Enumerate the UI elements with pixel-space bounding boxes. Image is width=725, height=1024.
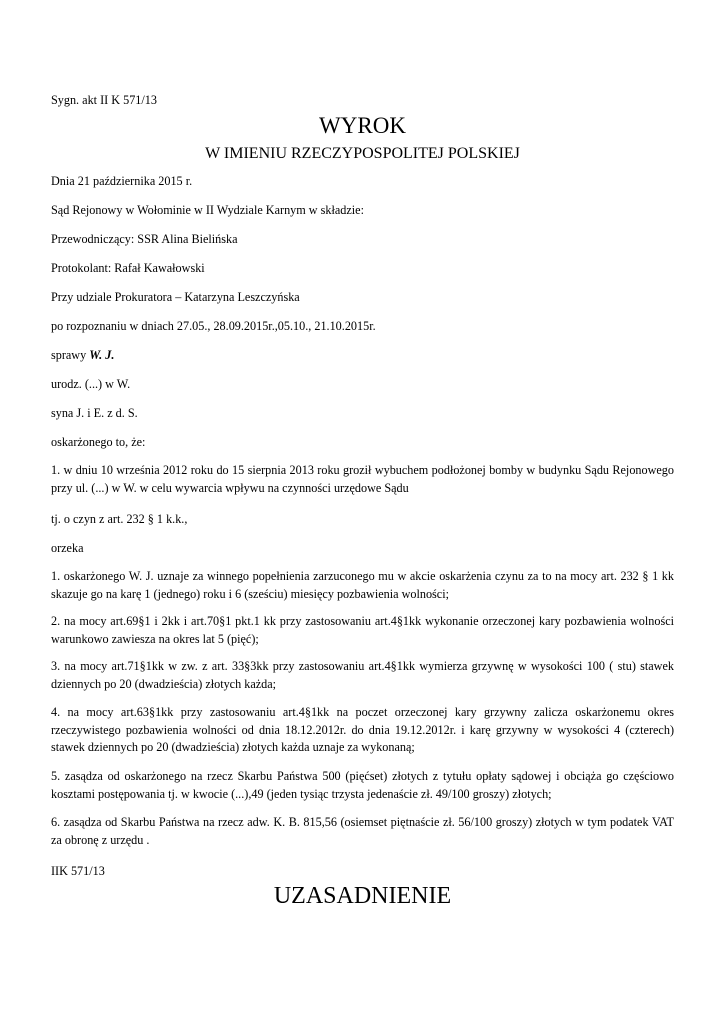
footer-signature: IIK 571/13 <box>51 864 105 878</box>
ruling-1: 1. oskarżonego W. J. uznaje za winnego popełnienia zarzuconego mu w akcie oskarżenia czynu za to na mocy art. 232 § 1 kk skazuje go na karę 1 (jednego) roku i 6 (sześciu) miesięcy pozbawienia wolności; <box>51 569 674 601</box>
case-line <box>51 347 674 363</box>
accused-line: oskarżonego to, że: <box>51 435 146 449</box>
qualification-line: tj. o czyn z art. 232 § 1 k.k., <box>51 512 188 526</box>
court-line: Sąd Rejonowy w Wołominie w II Wydziale Karnym w składzie: <box>51 203 364 217</box>
ruling-4: 4. na mocy art.63§1kk przy zastosowaniu art.4§1kk na poczet orzeczonej kary grzywny zalicza oskarżonemu okres rzeczywistego pozbawienia wolności od dnia 18.12.2012r. do dnia 19.12.2012r. i karę grzywny w wysokości 4 (czterech) stawek dziennych po 20 (dwadzieścia) złotych każda uznaje za wykonaną; <box>51 705 674 754</box>
verdict-subtitle: W IMIENIU RZECZYPOSPOLITEJ POLSKIEJ <box>205 145 520 162</box>
justification-title: UZASADNIENIE <box>273 883 452 909</box>
date-line: Dnia 21 października 2015 r. <box>51 174 193 188</box>
born-line: urodz. (...) w W. <box>51 377 131 391</box>
verdict-title: WYROK <box>319 113 406 138</box>
clerk-line: Protokolant: Rafał Kawałowski <box>51 261 205 275</box>
ruling-2: 2. na mocy art.69§1 i 2kk i art.70§1 pkt.1 kk przy zastosowaniu art.4§1kk wykonanie orzeczonej kary pozbawienia wolności warunkowo zawiesza na okres lat 5 (pięć); <box>51 614 674 646</box>
ruling-6: 6. zasądza od Skarbu Państwa na rzecz adw. K. B. 815,56 (osiemset piętnaście zł. 56/100 groszy) złotych w tym podatek VAT za obronę z urzędu . <box>51 815 674 847</box>
ruling-3: 3. na mocy art.71§1kk w zw. z art. 33§3kk przy zastosowaniu art.4§1kk wymierza grzywnę w wysokości 100 ( stu) stawek dziennych po 20 (dwadzieścia) złotych każda; <box>51 659 674 691</box>
case-signature: Sygn. akt II K 571/13 <box>51 93 157 107</box>
hearing-dates-line: po rozpoznaniu w dniach 27.05., 28.09.2015r.,05.10., 21.10.2015r. <box>51 319 376 333</box>
prosecutor-line: Przy udziale Prokuratora – Katarzyna Leszczyńska <box>51 290 300 304</box>
charge-paragraph: 1. w dniu 10 września 2012 roku do 15 sierpnia 2013 roku groził wybuchem podłożonej bomby w budynku Sądu Rejonowego przy ul. (...) w W. w celu wywarcia wpływu na czynności urzędowe Sądu <box>51 463 674 495</box>
chair-line: Przewodniczący: SSR Alina Bielińska <box>51 232 238 246</box>
accused-name: W. J. <box>89 348 115 362</box>
case-prefix: sprawy <box>51 348 90 362</box>
parents-line: syna J. i E. z d. S. <box>51 406 138 420</box>
ruling-5: 5. zasądza od oskarżonego na rzecz Skarbu Państwa 500 (pięćset) złotych z tytułu opłaty sądowej i obciąża go częściowo kosztami postępowania tj. w kwocie (...),49 (jeden tysiąc trzysta jedenaście zł. 49/100 groszy) złotych; <box>51 769 674 801</box>
orzeka-line: orzeka <box>51 541 84 555</box>
